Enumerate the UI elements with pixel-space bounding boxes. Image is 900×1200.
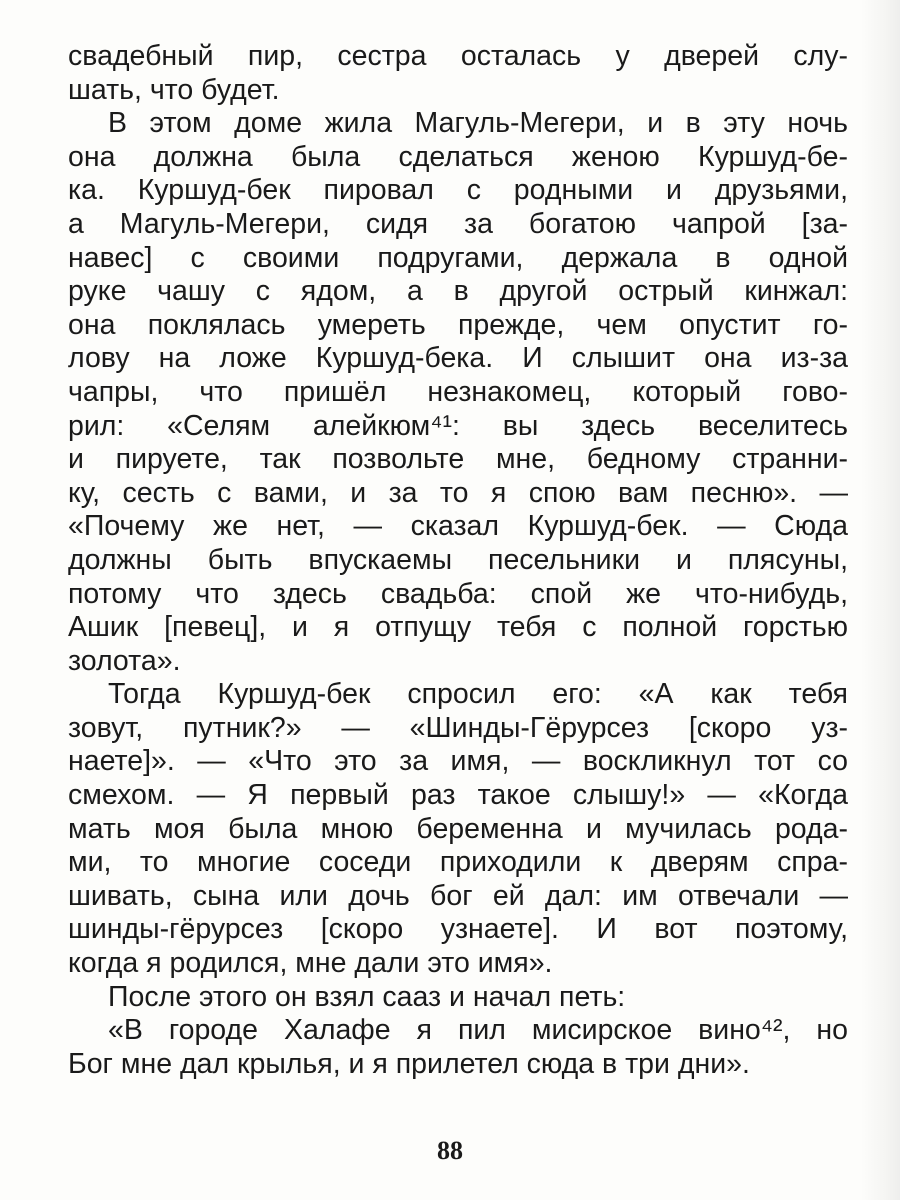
text-line: она поклялась умереть прежде, чем опустит го- xyxy=(68,308,848,341)
text-line: мать моя была мною беременна и мучилась рода- xyxy=(68,812,848,845)
text-line: рил: «Селям алейкюм⁴¹: вы здесь веселитесь xyxy=(68,409,848,442)
text-line: ку, сесть с вами, и за то я спою вам песню». — xyxy=(68,476,848,509)
text-line: наете]». — «Что это за имя, — воскликнул тот со xyxy=(68,745,848,778)
text-line: лову на ложе Куршуд-бека. И слышит она из-за xyxy=(68,342,848,375)
text-line: Ашик [певец], и я отпущу тебя с полной горстью xyxy=(68,611,848,644)
text-line: ка. Куршуд-бек пировал с родными и друзьями, xyxy=(68,174,848,207)
text-line: смехом. — Я первый раз такое слышу!» — «Когда xyxy=(68,779,848,812)
page-text xyxy=(68,40,848,1081)
text-line: шинды-гёрурсез [скоро узнаете]. И вот поэтому, xyxy=(68,913,848,946)
text-line: шать, что будет. xyxy=(68,73,280,106)
text-line: должны быть впускаемы песельники и плясуны, xyxy=(68,543,848,576)
text-line: свадебный пир, сестра осталась у дверей слу- xyxy=(68,40,848,72)
text-line: и пируете, так позвольте мне, бедному странни- xyxy=(68,443,848,476)
text-line: Бог мне дал крылья, и я прилетел сюда в три дни». xyxy=(68,1047,750,1080)
page-number: 88 xyxy=(437,1136,463,1165)
text-line: шивать, сына или дочь бог ей дал: им отвечали — xyxy=(68,879,848,912)
text-line: она должна была сделаться женою Куршуд-бе- xyxy=(68,140,848,173)
text-line: Тогда Куршуд-бек спросил его: «А как тебя xyxy=(108,678,848,711)
text-line: После этого он взял сааз и начал петь: xyxy=(108,980,626,1013)
text-line: «В городе Халафе я пил мисирское вино⁴², но xyxy=(108,1014,848,1047)
text-line: ми, то многие соседи приходили к дверям спра- xyxy=(68,846,848,879)
text-line: чапры, что пришёл незнакомец, который гово- xyxy=(68,375,848,408)
page-edge-shadow xyxy=(860,0,900,1200)
text-line: В этом доме жила Магуль-Мегери, и в эту ночь xyxy=(108,107,848,140)
text-line: когда я родился, мне дали это имя». xyxy=(68,947,553,980)
text-line: руке чашу с ядом, а в другой острый кинжал: xyxy=(68,275,848,308)
text-line: потому что здесь свадьба: спой же что-нибудь, xyxy=(68,577,848,610)
text-line: навес] с своими подругами, держала в одной xyxy=(68,241,848,274)
text-line: а Магуль-Мегери, сидя за богатою чапрой [за- xyxy=(68,207,848,240)
text-line: золота». xyxy=(68,644,181,677)
text-line: «Почему же нет, — сказал Куршуд-бек. — Сюда xyxy=(68,510,848,543)
text-line: зовут, путник?» — «Шинды-Гёрурсез [скоро уз- xyxy=(68,711,848,744)
